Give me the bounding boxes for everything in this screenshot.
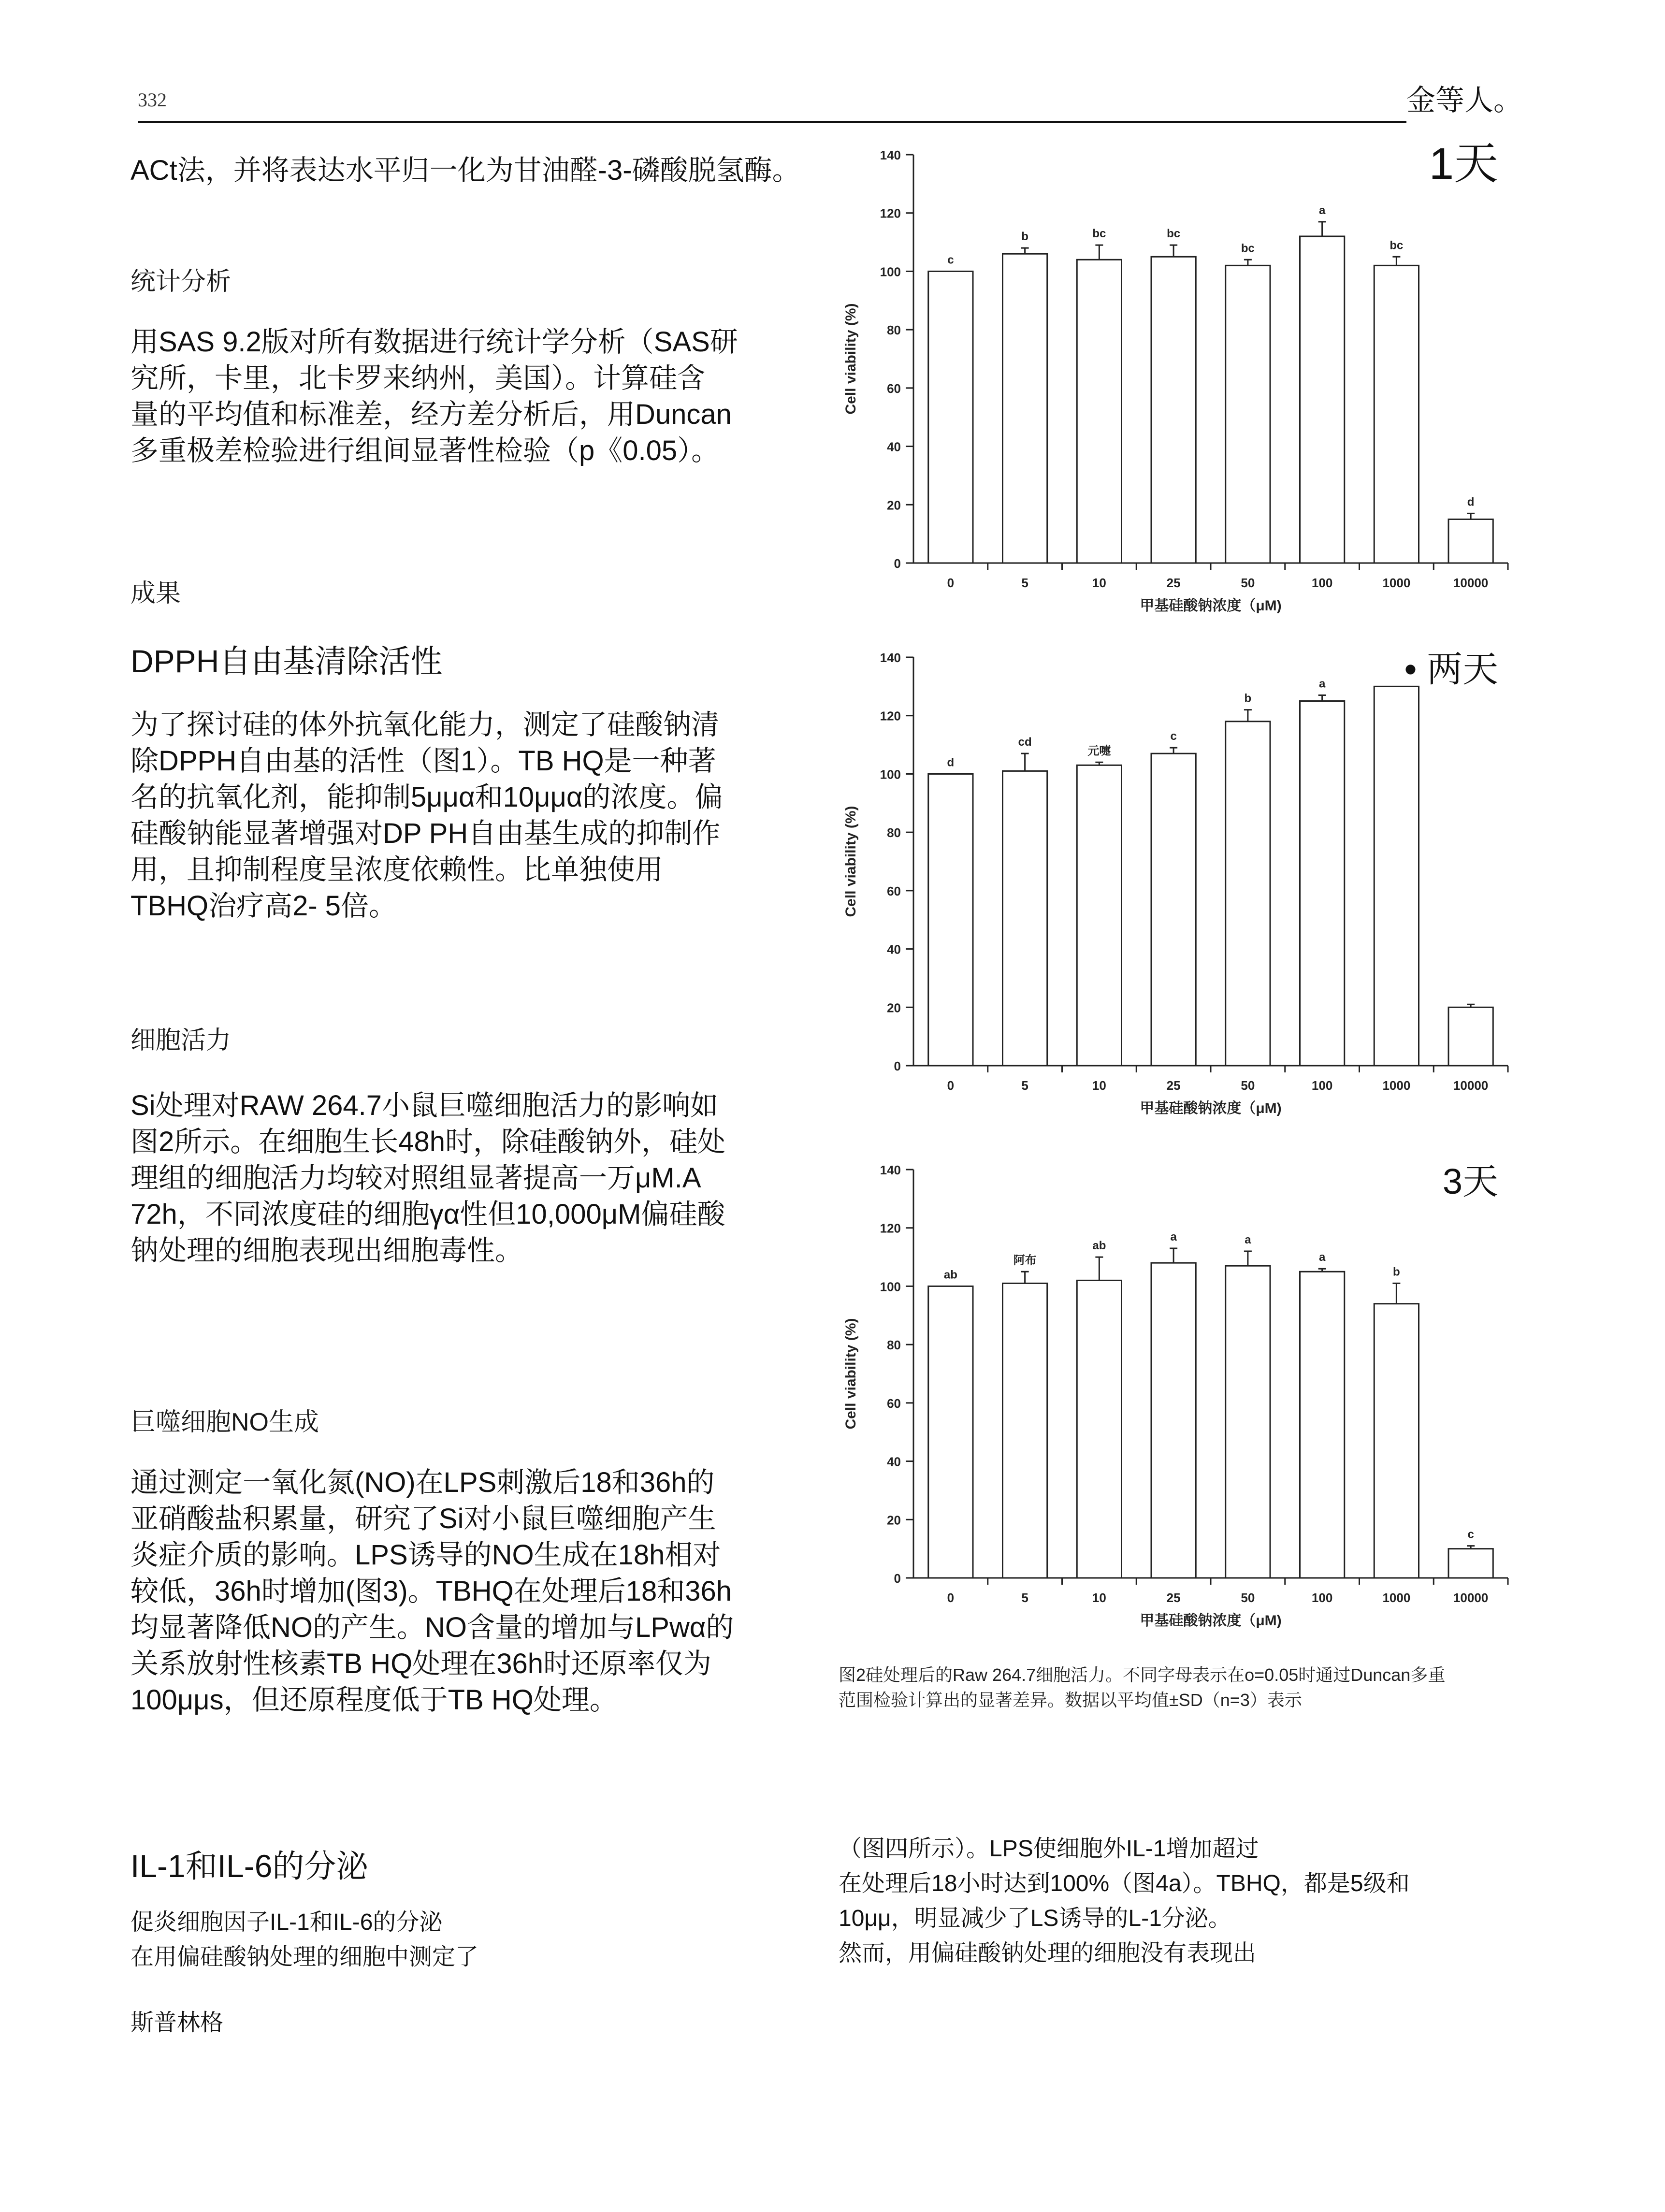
dpph-line: 名的抗氧化剂，能抑制5μμα和10μμα的浓度。偏: [130, 781, 723, 813]
y-tick-label: 60: [887, 381, 901, 396]
x-tick-label: 1000: [1382, 576, 1411, 590]
bar: [1077, 765, 1121, 1066]
x-tick-label: 50: [1241, 1078, 1255, 1093]
bar: [1077, 1280, 1121, 1578]
no-line: 100μμs，但还原程度低于TB HQ处理。: [130, 1684, 618, 1716]
viability-line: 钠处理的细胞表现出细胞毒性。: [130, 1235, 523, 1266]
x-axis-label: 甲基硅酸钠浓度（μM): [1140, 598, 1282, 614]
x-tick-label: 0: [947, 1078, 955, 1093]
stats-paragraph: [130, 324, 738, 469]
y-tick-label: 100: [880, 1279, 901, 1294]
dpph-paragraph: [130, 707, 723, 924]
no-line: 炎症介质的影响。LPS诱导的NO生成在18h相对: [130, 1539, 721, 1571]
bar: [1226, 1266, 1270, 1578]
bar: [1374, 686, 1419, 1066]
viability-line: Si处理对RAW 264.7小鼠巨噬细胞活力的影响如: [130, 1090, 718, 1121]
bar: [1300, 1272, 1345, 1578]
x-tick-label: 0: [947, 1590, 955, 1605]
x-tick-label: 10000: [1453, 576, 1489, 590]
caption-line: 范围检验计算出的显著差异。数据以平均值±SD（n=3）表示: [839, 1690, 1302, 1710]
significance-letter: a: [1170, 1230, 1177, 1243]
bar: [1374, 265, 1419, 563]
y-tick-label: 40: [887, 1454, 901, 1469]
significance-letter: 阿布: [1013, 1254, 1037, 1267]
x-tick-label: 10: [1092, 576, 1106, 590]
significance-letter: a: [1318, 203, 1326, 217]
x-tick-label: 25: [1166, 1078, 1181, 1093]
no-line: 关系放射性核素TB HQ处理在36h时还原率仅为: [130, 1648, 712, 1679]
no-line: 通过测定一氧化氮(NO)在LPS刺激后18和36h的: [130, 1467, 715, 1498]
viability-chart-day3: [831, 1155, 1518, 1638]
y-tick-label: 60: [887, 883, 901, 898]
y-tick-label: 20: [887, 498, 901, 513]
significance-letter: bc: [1167, 227, 1181, 241]
y-axis-label: Cell viability (%): [843, 806, 859, 917]
stats-line: 量的平均值和标准差，经方差分析后，用Duncan: [130, 399, 732, 430]
x-tick-label: 100: [1311, 1078, 1333, 1093]
x-axis-label: 甲基硅酸钠浓度（μM): [1140, 1613, 1282, 1629]
panel-label: • 两天: [1404, 649, 1498, 689]
il-paragraph: [130, 1905, 478, 1975]
y-tick-label: 80: [887, 825, 901, 840]
panel-label: 1天: [1429, 140, 1498, 188]
x-tick-label: 0: [947, 576, 955, 590]
x-tick-label: 10000: [1453, 1590, 1489, 1605]
y-tick-label: 140: [880, 148, 901, 162]
significance-letter: d: [947, 756, 955, 769]
significance-letter: ab: [943, 1268, 957, 1282]
y-tick-label: 140: [880, 1163, 901, 1177]
dpph-heading: DPPH自由基清除活性: [130, 643, 443, 679]
publisher-mark: 斯普林格: [130, 2010, 224, 2036]
bar: [928, 774, 973, 1066]
significance-letter: b: [1021, 230, 1028, 244]
significance-letter: b: [1244, 692, 1252, 705]
viability-line: 72h，不同浓度硅的细胞γα性但10,000μM偏硅酸: [130, 1199, 725, 1230]
bar: [1077, 260, 1121, 563]
results-heading: 成果: [130, 579, 181, 607]
dpph-line: 硅酸钠能显著增强对DP PH自由基生成的抑制作: [130, 818, 721, 849]
bar: [928, 1286, 973, 1578]
bar: [1448, 519, 1493, 563]
bar: [1374, 1304, 1419, 1578]
viability-line: 理组的细胞活力均较对照组显著提高一万μM.A: [130, 1162, 701, 1194]
x-tick-label: 1000: [1382, 1590, 1411, 1605]
bar: [1151, 1263, 1196, 1578]
significance-letter: cd: [1018, 736, 1032, 749]
y-tick-label: 80: [887, 323, 901, 338]
x-tick-label: 10000: [1453, 1078, 1489, 1093]
page-number: 332: [138, 89, 167, 111]
no-paragraph: [130, 1464, 734, 1718]
caption-line: 图2硅处理后的Raw 264.7细胞活力。不同字母表示在o=0.05时通过Duncan多重: [839, 1665, 1446, 1685]
x-tick-label: 100: [1311, 1590, 1333, 1605]
panel-label: 3天: [1442, 1161, 1498, 1201]
y-tick-label: 140: [880, 651, 901, 665]
significance-letter: d: [1467, 495, 1475, 509]
significance-letter: a: [1318, 1251, 1326, 1264]
y-tick-label: 40: [887, 942, 901, 957]
viability-chart-day2: [831, 643, 1518, 1126]
y-tick-label: 100: [880, 767, 901, 782]
bar: [1226, 722, 1270, 1066]
y-tick-label: 120: [880, 1221, 901, 1236]
viability-heading: 细胞活力: [130, 1026, 232, 1055]
viability-paragraph: [130, 1087, 725, 1269]
significance-letter: a: [1318, 677, 1326, 691]
header-rule: [138, 121, 1406, 123]
significance-letter: ab: [1092, 1239, 1106, 1253]
x-axis-label: 甲基硅酸钠浓度（μM): [1140, 1100, 1282, 1116]
significance-letter: bc: [1390, 239, 1404, 252]
bar: [1151, 257, 1196, 563]
bar: [1003, 1283, 1047, 1578]
x-tick-label: 25: [1166, 1590, 1181, 1605]
significance-letter: b: [1393, 1265, 1400, 1279]
x-tick-label: 10: [1092, 1590, 1106, 1605]
y-tick-label: 60: [887, 1396, 901, 1411]
stats-heading: 统计分析: [130, 268, 232, 296]
stats-line: 究所，卡里，北卡罗来纳州，美国）。计算硅含: [130, 362, 706, 394]
x-tick-label: 25: [1166, 576, 1181, 590]
y-tick-label: 100: [880, 264, 901, 279]
y-axis-label: Cell viability (%): [843, 1318, 859, 1430]
x-tick-label: 5: [1021, 1590, 1028, 1605]
bar: [1226, 265, 1270, 563]
no-line: 均显著降低NO的产生。NO含量的增加与LPwα的: [130, 1612, 734, 1643]
il-line: 在用偏硅酸钠处理的细胞中测定了: [130, 1944, 479, 1970]
bar: [1448, 1007, 1493, 1066]
dpph-line: 用，且抑制程度呈浓度依赖性。比单独使用: [130, 854, 664, 885]
dpph-line: 为了探讨硅的体外抗氧化能力，测定了硅酸钠清: [130, 709, 720, 740]
right-bottom-line: 在处理后18小时达到100%（图4a）。TBHQ，都是5级和: [839, 1871, 1410, 1896]
y-tick-label: 0: [894, 1059, 901, 1073]
dpph-line: 除DPPH自由基的活性（图1）。TB HQ是一种著: [130, 745, 716, 777]
right-bottom-line: （图四所示）。LPS使细胞外IL-1增加超过: [839, 1836, 1259, 1862]
bar: [1300, 236, 1345, 563]
significance-letter: bc: [1092, 227, 1106, 241]
x-tick-label: 10: [1092, 1078, 1106, 1093]
bar: [1151, 753, 1196, 1066]
significance-letter: bc: [1241, 242, 1255, 255]
stats-line: 多重极差检验进行组间显著性检验（p《0.05）。: [130, 435, 720, 466]
x-tick-label: 5: [1021, 1078, 1028, 1093]
significance-letter: 元嚏: [1087, 744, 1111, 758]
bar: [1003, 771, 1047, 1066]
no-heading: 巨噬细胞NO生成: [130, 1408, 319, 1436]
bar: [928, 271, 973, 563]
x-tick-label: 1000: [1382, 1078, 1411, 1093]
il-line: 促炎细胞因子IL-1和IL-6的分泌: [130, 1909, 443, 1935]
running-head: 金等人。: [1406, 84, 1522, 116]
bar: [1448, 1549, 1493, 1578]
y-tick-label: 40: [887, 439, 901, 454]
significance-letter: c: [947, 253, 954, 267]
x-tick-label: 50: [1241, 1590, 1255, 1605]
figure-caption: [839, 1663, 1515, 1713]
y-tick-label: 120: [880, 206, 901, 221]
viability-chart-day1: [831, 140, 1518, 623]
il-heading: IL-1和IL-6的分泌: [130, 1848, 368, 1884]
y-tick-label: 120: [880, 708, 901, 723]
dpph-line: TBHQ治疗高2- 5倍。: [130, 890, 397, 922]
significance-letter: c: [1467, 1528, 1474, 1541]
bar: [1300, 701, 1345, 1066]
y-tick-label: 20: [887, 1513, 901, 1528]
y-axis-label: Cell viability (%): [843, 303, 859, 415]
y-tick-label: 20: [887, 1000, 901, 1015]
x-tick-label: 5: [1021, 576, 1028, 590]
x-tick-label: 100: [1311, 576, 1333, 590]
stats-line: 用SAS 9.2版对所有数据进行统计学分析（SAS研: [130, 326, 738, 358]
y-tick-label: 80: [887, 1338, 901, 1353]
right-bottom-line: 然而，用偏硅酸钠处理的细胞没有表现出: [839, 1940, 1257, 1966]
no-line: 较低，36h时增加(图3)。TBHQ在处理后18和36h: [130, 1576, 732, 1607]
x-tick-label: 50: [1241, 576, 1255, 590]
bar: [1003, 254, 1047, 563]
right-bottom-paragraph: [839, 1832, 1410, 1971]
significance-letter: a: [1245, 1233, 1251, 1246]
no-line: 亚硝酸盐积累量，研究了Si对小鼠巨噬细胞产生: [130, 1503, 716, 1534]
right-bottom-line: 10μμ，明显减少了LS诱导的L-1分泌。: [839, 1906, 1231, 1931]
viability-line: 图2所示。在细胞生长48h时，除硅酸钠外，硅处: [130, 1126, 726, 1157]
y-tick-label: 0: [894, 1571, 901, 1586]
significance-letter: c: [1170, 730, 1177, 743]
intro-line: ACt法，并将表达水平归一化为甘油醛-3-磷酸脱氢酶。: [130, 155, 800, 186]
y-tick-label: 0: [894, 556, 901, 571]
